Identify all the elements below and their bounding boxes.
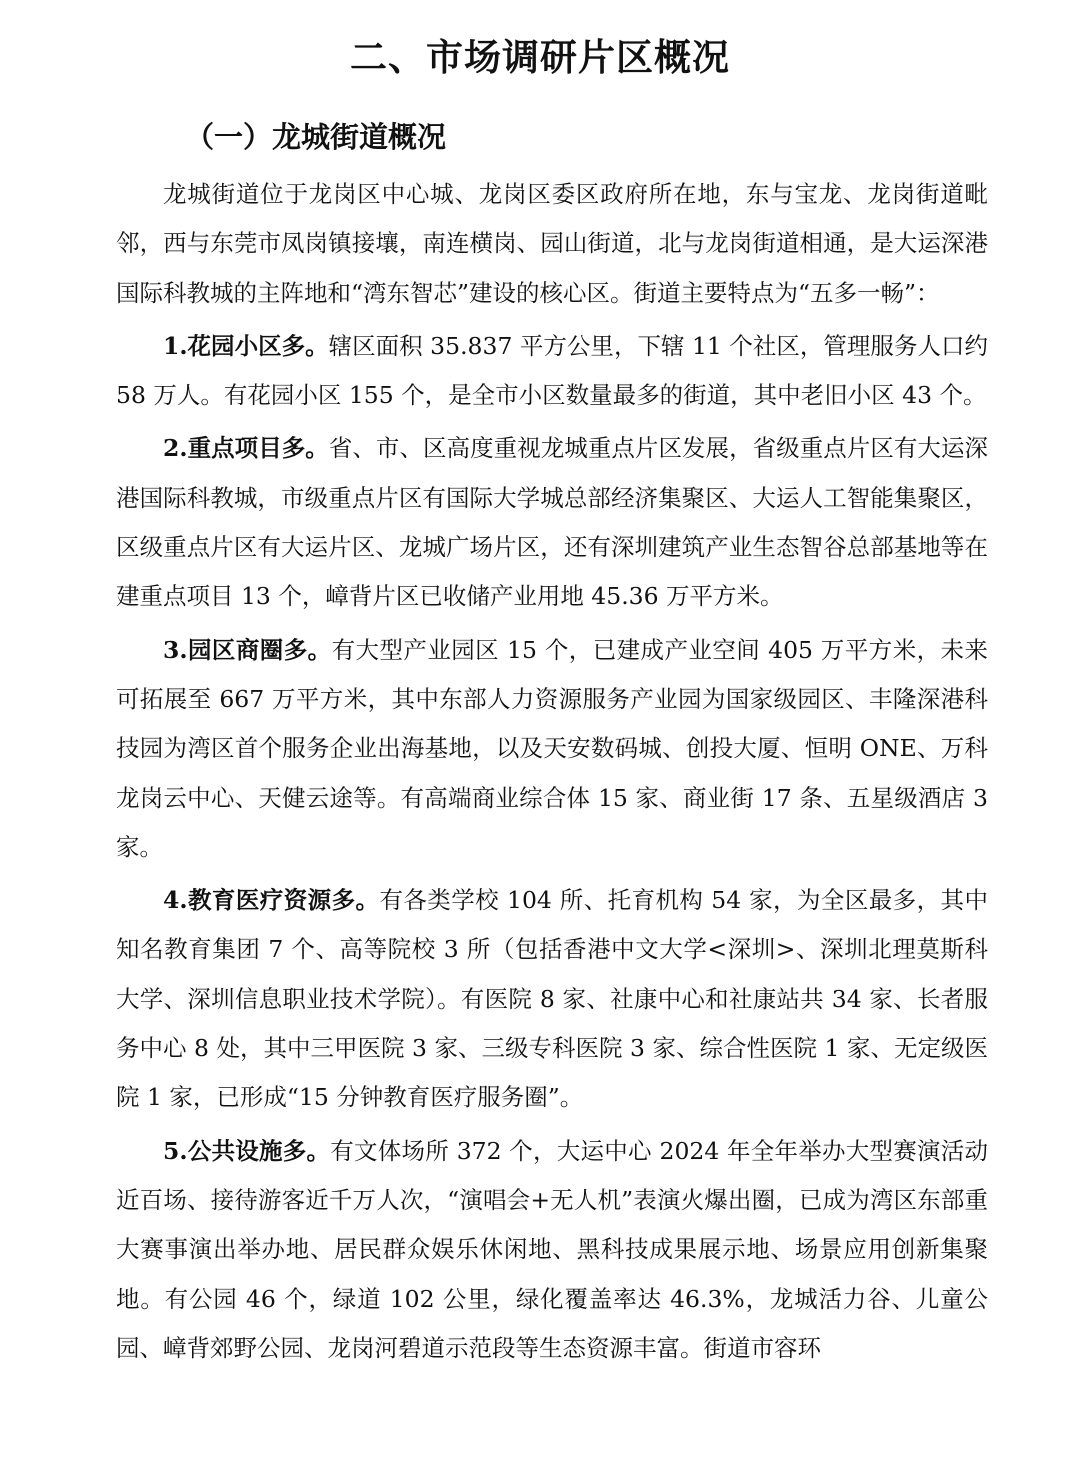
point-paragraph-4 <box>116 876 988 1122</box>
point-paragraph-2 <box>116 424 988 621</box>
point-lead-3: 3.园区商圈多。 <box>163 635 332 664</box>
point-text-3: 有大型产业园区 15 个，已建成产业空间 405 万平方米，未来可拓展至 667 万平方米，其中东部人力资源服务产业园为国家级园区、丰隆深港科技园为湾区首个服务企业出海基地，以及天安数码城、创投大厦、恒明 ONE、万科龙岗云中心、天健云途等。有高端商业综合体 15 家、商业街 17 条、五星级酒店 3 家。 <box>116 635 988 861</box>
point-text-2: 省、市、区高度重视龙城重点片区发展，省级重点片区有大运深港国际科教城，市级重点片区有国际大学城总部经济集聚区、大运人工智能集聚区，区级重点片区有大运片区、龙城广场片区，还有深圳建筑产业生态智谷总部基地等在建重点项目 13 个，嶂背片区已收储产业用地 45.36 万平方米。 <box>116 434 988 611</box>
section-heading: （一）龙城街道概况 <box>185 120 447 154</box>
point-paragraph-3 <box>116 626 988 872</box>
point-text-5: 有文体场所 372 个，大运中心 2024 年全年举办大型赛演活动近百场、接待游客近千万人次，“演唱会+无人机”表演火爆出圈，已成为湾区东部重大赛事演出举办地、居民群众娱乐休闲地、黑科技成果展示地、场景应用创新集聚地。有公园 46 个，绿道 102 公里，绿化覆盖率达 46.3%，龙城活力谷、儿童公园、嶂背郊野公园、龙岗河碧道示范段等生态资源丰富。街道市容环 <box>116 1136 988 1362</box>
point-paragraph-5 <box>116 1127 988 1373</box>
point-lead-4: 4.教育医疗资源多。 <box>163 886 380 915</box>
point-lead-2: 2.重点项目多。 <box>163 434 329 463</box>
page-title: 二、市场调研片区概况 <box>350 36 730 79</box>
point-lead-5: 5.公共设施多。 <box>163 1136 331 1165</box>
point-paragraph-1 <box>116 322 988 421</box>
point-lead-1: 1.花园小区多。 <box>163 331 329 360</box>
intro-paragraph: 龙城街道位于龙岗区中心城、龙岗区委区政府所在地，东与宝龙、龙岗街道毗邻，西与东莞市凤岗镇接壤，南连横岗、园山街道，北与龙岗街道相通，是大运深港国际科教城的主阵地和“湾东智芯”建设的核心区。街道主要特点为“五多一畅”： <box>116 180 988 307</box>
point-text-1: 辖区面积 35.837 平方公里，下辖 11 个社区，管理服务人口约 58 万人。有花园小区 155 个，是全市小区数量最多的街道，其中老旧小区 43 个。 <box>116 331 988 410</box>
point-text-4: 有各类学校 104 所、托育机构 54 家，为全区最多，其中知名教育集团 7 个、高等院校 3 所（包括香港中文大学<深圳>、深圳北理莫斯科大学、深圳信息职业技术学院）。有医院 8 家、社康中心和社康站共 34 家、长者服务中心 8 处，其中三甲医院 3 家、三级专科医院 3 家、综合性医院 1 家、无定级医院 1 家，已形成“15 分钟教育医疗服务圈”。 <box>116 886 988 1112</box>
document-body <box>116 170 988 1373</box>
